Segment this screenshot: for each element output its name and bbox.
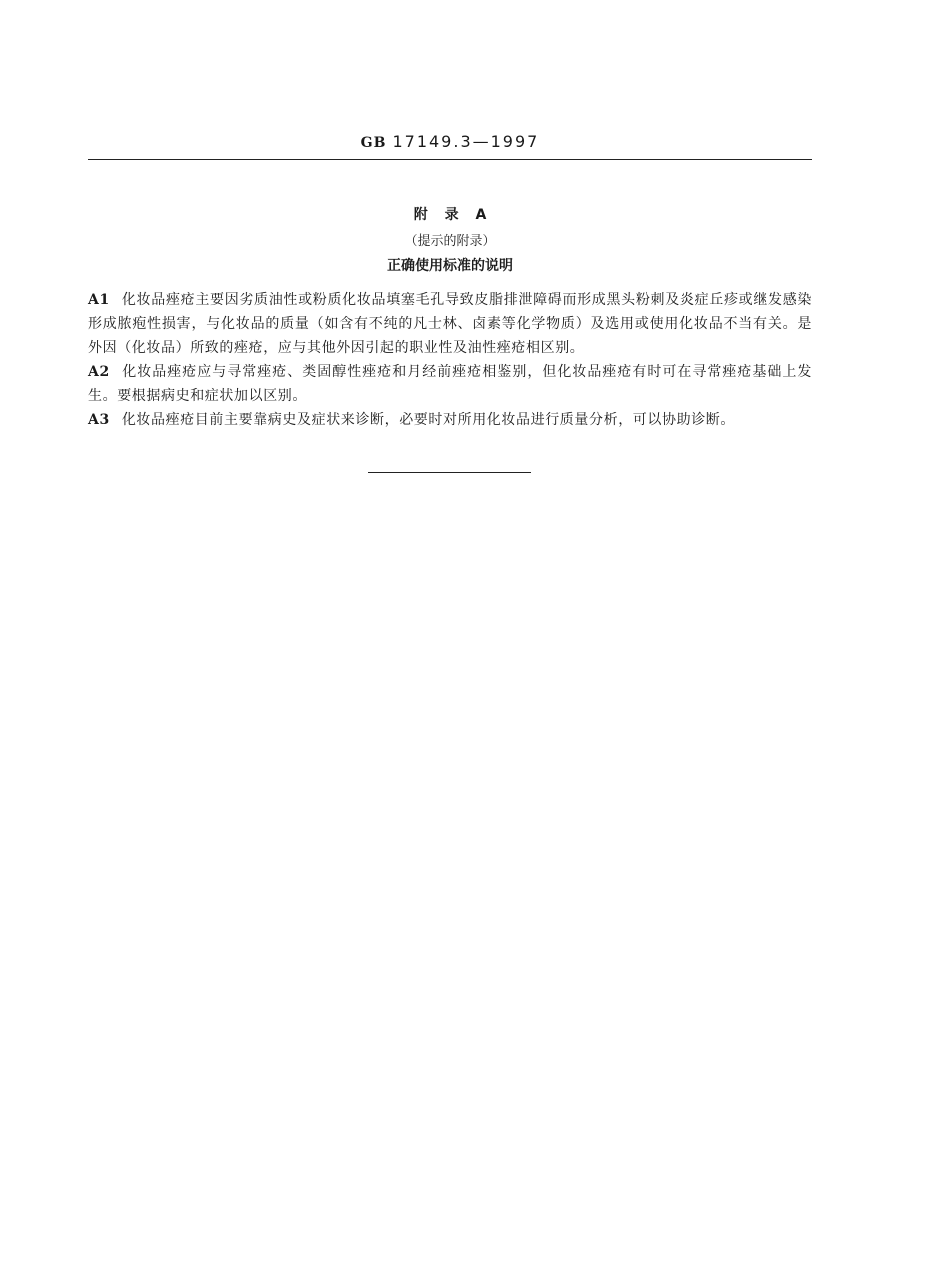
paragraph-text: 化妆品痤疮目前主要靠病史及症状来诊断，必要时对所用化妆品进行质量分析，可以协助诊断。: [121, 412, 736, 428]
paragraph-a1: [88, 288, 812, 360]
paragraph-label: A2: [88, 364, 110, 380]
paragraph-text: 化妆品痤疮应与寻常痤疮、类固醇性痤疮和月经前痤疮相鉴别，但化妆品痤疮有时可在寻常痤疮基础上发生。要根据病史和症状加以区别。: [88, 364, 812, 404]
paragraph-label: A1: [88, 292, 110, 308]
appendix-subtitle: （提示的附录）: [404, 234, 496, 249]
appendix-body: [88, 288, 812, 432]
standard-number: 17149.3—1997: [392, 132, 540, 151]
paragraph-a3: [88, 408, 812, 432]
appendix-heading: 正确使用标准的说明: [387, 258, 513, 274]
paragraph-text: 化妆品痤疮主要因劣质油性或粉质化妆品填塞毛孔导致皮脂排泄障碍而形成黑头粉刺及炎症丘疹或继发感染形成脓疱性损害，与化妆品的质量（如含有不纯的凡士林、卤素等化学物质）及选用或使用化妆品不当有关。是外因（化妆品）所致的痤疮，应与其他外因引起的职业性及油性痤疮相区别。: [88, 292, 812, 356]
end-divider: [368, 472, 531, 473]
paragraph-a2: [88, 360, 812, 408]
header-divider: [88, 159, 812, 160]
standard-prefix: GB: [360, 135, 387, 151]
paragraph-label: A3: [88, 412, 110, 428]
appendix-title: 附 录 A: [413, 207, 487, 223]
page-header: [88, 132, 812, 152]
